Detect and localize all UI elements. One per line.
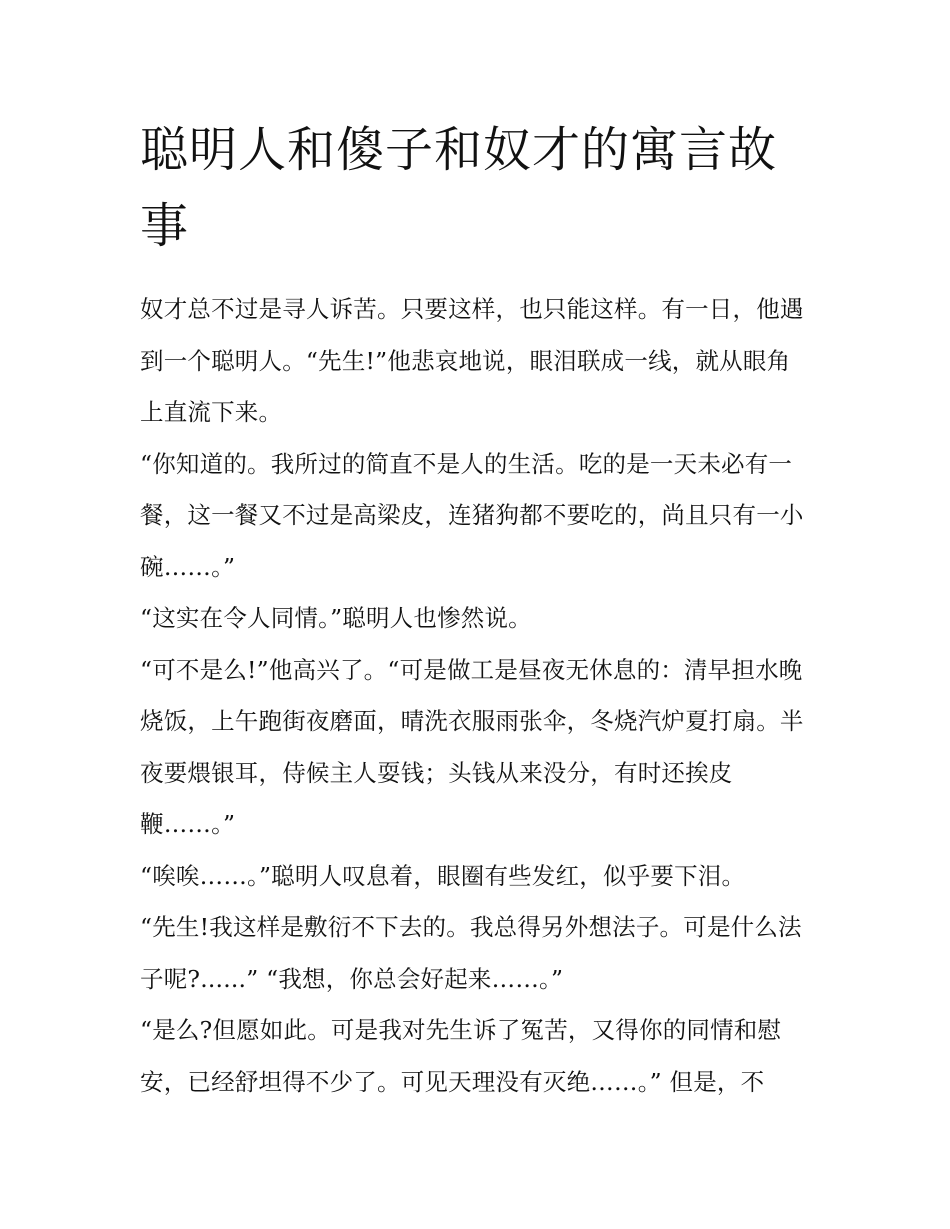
- paragraph-2: “你知道的。我所过的简直不是人的生活。吃的是一天未必有一餐，这一餐又不过是高梁皮，连猪狗都不要吃的，尚且只有一小碗……。”: [140, 449, 804, 581]
- paragraph-1: 奴才总不过是寻人诉苦。只要这样，也只能这样。有一日，他遇到一个聪明人。“先生!”他悲哀地说，眼泪联成一线，就从眼角上直流下来。: [140, 295, 804, 426]
- document-page: [140, 112, 812, 1108]
- document-body: [140, 284, 812, 1108]
- paragraph-6: “先生!我这样是敷衍不下去的。我总得另外想法子。可是什么法子呢?......” “我想，你总会好起来……。”: [140, 913, 802, 993]
- paragraph-5: “唉唉……。”聪明人叹息着，眼圈有些发红，似乎要下泪。: [140, 861, 746, 890]
- paragraph-3: “这实在令人同情。”聪明人也惨然说。: [140, 604, 532, 632]
- paragraph-4: “可不是么!”他高兴了。“可是做工是昼夜无休息的：清早担水晚烧饭，上午跑街夜磨面，晴洗衣服雨张伞，冬烧汽炉夏打扇。半夜要煨银耳，侍候主人耍钱；头钱从来没分，有时还挨皮鞭……。”: [140, 655, 804, 838]
- paragraph-7: “是么?但愿如此。可是我对先生诉了冤苦，又得你的同情和慰安，已经舒坦得不少了。可见天理没有灭绝……。” 但是，不: [140, 1016, 782, 1096]
- document-title: 聪明人和傻子和奴才的寓言故事: [140, 122, 778, 254]
